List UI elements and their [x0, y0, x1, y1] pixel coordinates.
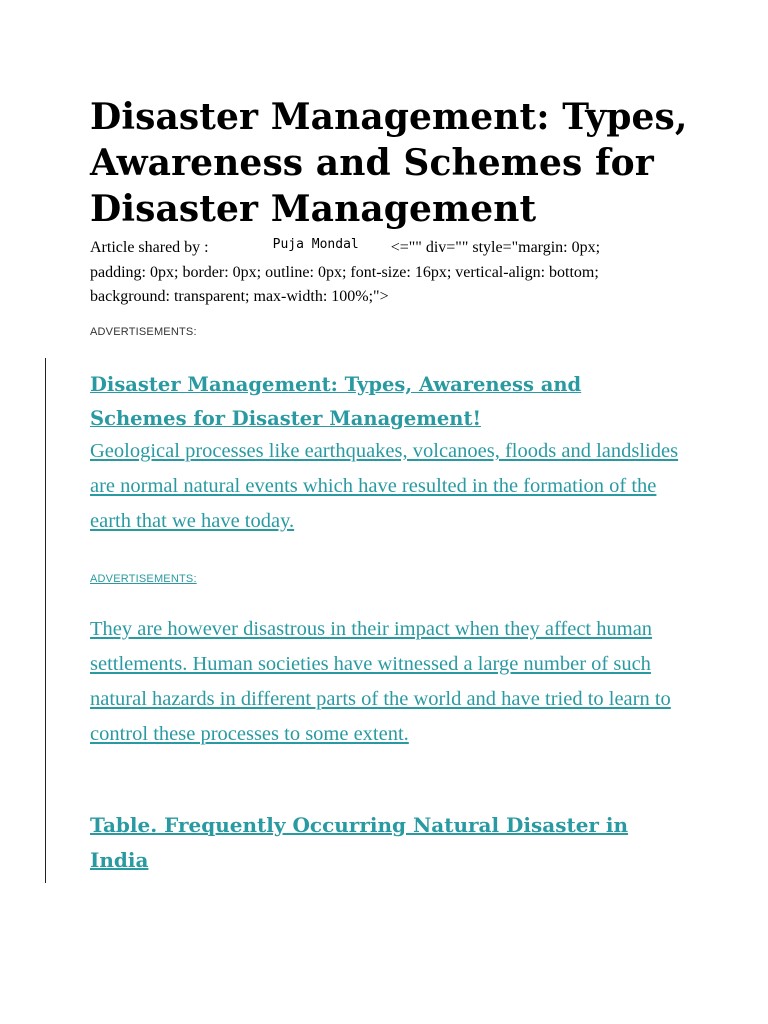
- author-name: Puja Mondal: [272, 237, 359, 252]
- paragraph-link-2[interactable]: They are however disastrous in their impact when they affect human settlements. Human societies have witnessed a large number of such natural hazards in different parts of the world and have tried to learn to control these processes to some extent.: [90, 618, 671, 745]
- table-heading-link[interactable]: Table. Frequently Occurring Natural Disaster in India: [90, 813, 629, 872]
- advertisements-link[interactable]: ADVERTISEMENTS:: [90, 573, 197, 585]
- byline-prefix: Article shared by :: [90, 239, 209, 256]
- paragraph-link-1[interactable]: Geological processes like earthquakes, volcanoes, floods and landslides are normal natural events which have resulted in the formation of the earth that we have today.: [90, 440, 679, 532]
- advertisements-label: ADVERTISEMENTS:: [90, 326, 197, 338]
- article-byline: [90, 236, 650, 309]
- content-divider-line: [45, 358, 46, 883]
- byline-raw-markup: <="" div="" style="margin: 0px; padding: 0px; border: 0px; outline: 0px; font-size: 16px; vertical-align: bottom; background: transparent; max-width: 100%;">: [90, 239, 601, 305]
- subheading-link[interactable]: Disaster Management: Types, Awareness and Schemes for Disaster Management!: [90, 373, 582, 430]
- article-title: Disaster Management: Types, Awareness and Schemes for Disaster Management: [90, 96, 688, 230]
